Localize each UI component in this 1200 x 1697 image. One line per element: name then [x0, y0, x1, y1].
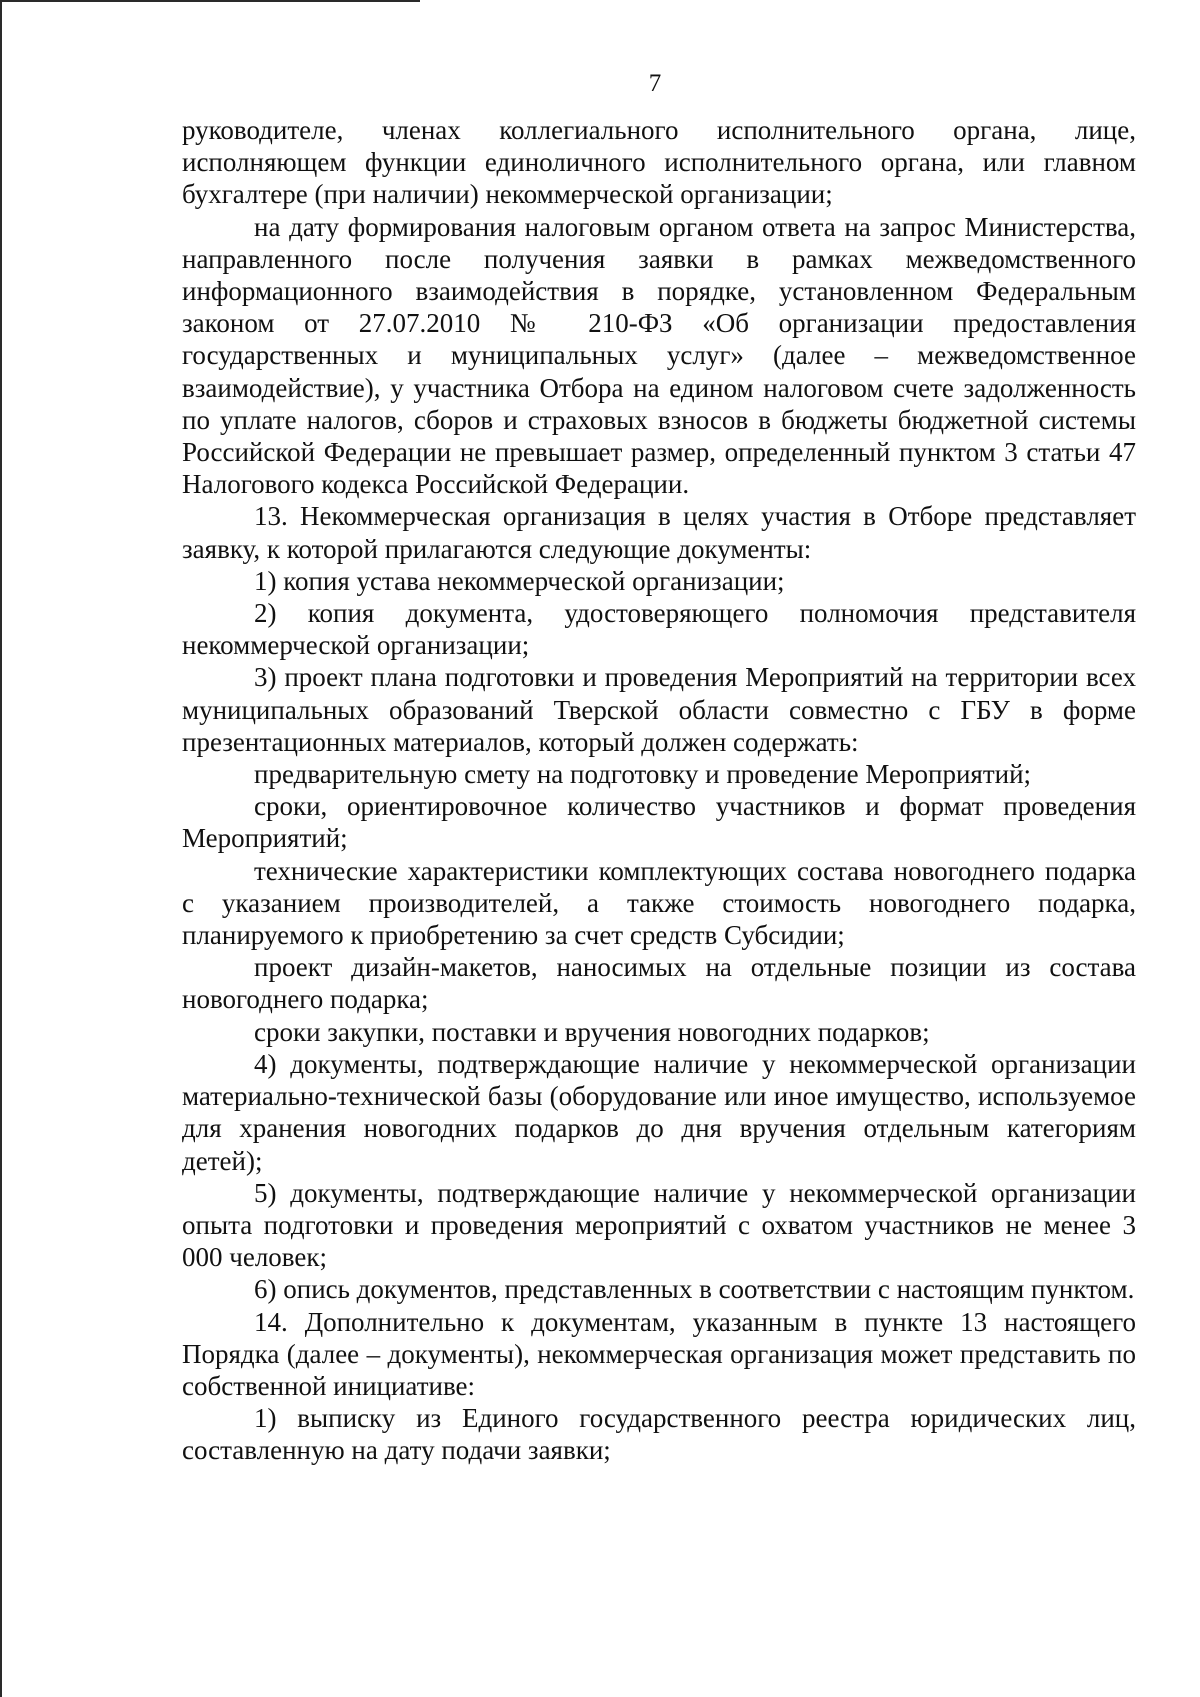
list-item-13-1: 1) копия устава некоммерческой организации;	[254, 565, 785, 596]
scan-edge-top	[0, 0, 420, 2]
sub-item-procurement-timing: сроки закупки, поставки и вручения новогодних подарков;	[254, 1016, 930, 1047]
list-item-13-6: 6) опись документов, представленных в соответствии с настоящим пунктом.	[254, 1274, 1135, 1305]
page-number: 7	[648, 70, 662, 97]
sub-item-budget-estimate: предварительную смету на подготовку и проведение Мероприятий;	[254, 759, 1032, 790]
list-item-13-5: 5) документы, подтверждающие наличие у некоммерческой организации опыта подготовки и проведения мероприятий с охватом участников не менее 3 000 человек;	[182, 1177, 1136, 1273]
list-item-13-2: 2) копия документа, удостоверяющего полномочия представителя некоммерческой организации;	[182, 598, 1136, 661]
paragraph-continuation: руководителе, членах коллегиального исполнительного органа, лице, исполняющем функции единоличного исполнительного органа, или главном бухгалтере (при наличии) некоммерческой организации;	[182, 115, 1136, 210]
sub-item-design-layouts: проект дизайн-макетов, наносимых на отдельные позиции из состава новогоднего подарка;	[182, 952, 1136, 1015]
document-body	[182, 114, 1136, 1467]
list-item-13-3: 3) проект плана подготовки и проведения Мероприятий на территории всех муниципальных образований Тверской области совместно с ГБУ в форме презентационных материалов, который должен содержать:	[182, 662, 1136, 757]
sub-item-gift-characteristics: технические характеристики комплектующих состава новогоднего подарка с указанием производителей, а также стоимость новогоднего подарка, планируемого к приобретению за счет средств Субсидии;	[182, 855, 1136, 951]
list-item-14-1: 1) выписку из Единого государственного реестра юридических лиц, составленную на дату подачи заявки;	[182, 1403, 1136, 1466]
paragraph-item-13: 13. Некоммерческая организация в целях участия в Отборе представляет заявку, к которой прилагаются следующие документы:	[182, 501, 1136, 564]
scan-edge-left	[0, 0, 2, 1697]
sub-item-timing-participants: сроки, ориентировочное количество участников и формат проведения Мероприятий;	[182, 791, 1136, 854]
paragraph-tax-debt: на дату формирования налоговым органом ответа на запрос Министерства, направленного после получения заявки в рамках межведомственного информационного взаимодействия в порядке, установленном Федеральным законом от 27.07.2010 № 210-ФЗ «Об организации предоставления государственных и муниципальных услуг» (далее – межведомственное взаимодействие), у участника Отбора на едином налоговом счете задолженность по уплате налогов, сборов и страховых взносов в бюджеты бюджетной системы Российской Федерации не превышает размер, определенный пунктом 3 статьи 47 Налогового кодекса Российской Федерации.	[182, 211, 1136, 500]
list-item-13-4: 4) документы, подтверждающие наличие у некоммерческой организации материально-технической базы (оборудование или иное имущество, используемое для хранения новогодних подарков до дня вручения отдельным категориям детей);	[182, 1048, 1136, 1176]
paragraph-item-14: 14. Дополнительно к документам, указанным в пункте 13 настоящего Порядка (далее – документы), некоммерческая организация может представить по собственной инициативе:	[182, 1306, 1136, 1401]
